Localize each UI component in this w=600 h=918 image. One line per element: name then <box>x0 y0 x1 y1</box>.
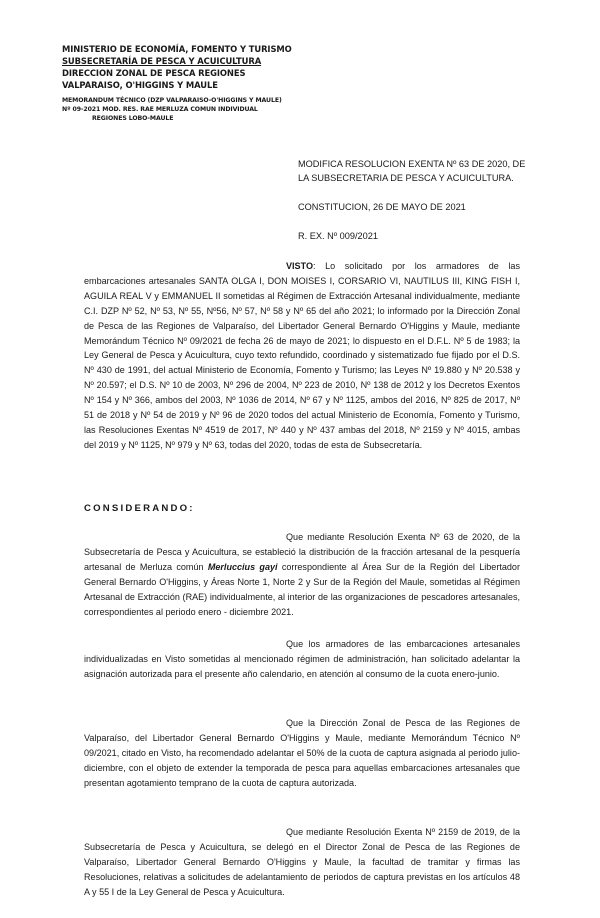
considerando-p4-text: Que mediante Resolución Exenta Nº 2159 de 2019, de la Subsecretaría de Pesca y Acuicultura, se delegó en el Director Zonal de Pesca de las Regiones de Valparaíso, Libertador General Bernardo O'Higgins y Maule, la facultad de tramitar y firmas las Resoluciones, relativas a solicitudes de adelantamiento de periodos de captura previstas en los artículos 48 A y 55 I de la Ley General de Pesca y Acuicultura. <box>84 827 520 897</box>
considerando-paragraph-1 <box>84 530 520 619</box>
reference-line2: LA SUBSECRETARIA DE PESCA Y ACUICULTURA. <box>298 173 514 183</box>
considerando-paragraph-3 <box>84 716 520 791</box>
species-name: Merluccius gayi <box>207 561 278 572</box>
considerando-title: CONSIDERANDO: <box>84 503 195 514</box>
reference-date: CONSTITUCION, 26 DE MAYO DE 2021 <box>298 202 466 212</box>
considerando-paragraph-2 <box>84 637 520 682</box>
header-memo-line2: Nº 09-2021 MOD. RES. RAE MERLUZA COMUN INDIVIDUAL <box>62 106 258 113</box>
visto-text: : Lo solicitado por los armadores de las embarcaciones artesanales SANTA OLGA I, DON MOISES I, CORSARIO VI, NAUTILUS III, KING FISH I, AGUILA REAL V y EMMANUEL II sometidas al Régimen de Extracción Artesanal individualmente, mediante C.I. DZP Nº 52, Nº 53, Nº 55, Nº56, Nº 57, Nº 58 y Nº 65 del año 2021; lo informado por la Dirección Zonal de Pesca de las Regiones de Valparaíso, del Libertador General Bernardo O'Higgins y Maule, mediante Memorándum Técnico Nº 09/2021 de fecha 26 de mayo de 2021; lo dispuesto en el D.F.L. Nº 5 de 1983; la Ley General de Pesca y Acuicultura, cuyo texto refundido, coordinado y sistematizado fue fijado por el D.S. Nº 430 de 1991, del actual Ministerio de Economía, Fomento y Turismo; las Leyes Nº 19.880 y Nº 20.538 y Nº 20.597; el D.S. Nº 10 de 2003, Nº 296 de 2004, Nº 223 de 2010, Nº 138 de 2012 y los Decretos Exentos Nº 154 y Nº 366, ambos del 2003, Nº 1036 de 2014, Nº 67 y Nº 1125, ambos del 2016, Nº 825 de 2017, Nº 51 de 2018 y Nº 54 de 2019 y Nº 96 de 2020 todos del actual Ministerio de Economía, Fomento y Turismo, las Resoluciones Exentas Nº 4519 de 2017, Nº 440 y Nº 437 ambas del 2018, Nº 2159 y Nº 4015, ambas del 2019 y Nº 1125, Nº 979 y Nº 63, todas del 2020, todas de esta de Subsecretaría. <box>84 261 520 450</box>
header-ministry: MINISTERIO DE ECONOMÍA, FOMENTO Y TURISMO <box>62 44 292 54</box>
considerando-p2-text: Que los armadores de las embarcaciones artesanales individualizadas en Visto sometidas al mencionado régimen de administración, han solicitado adelantar la asignación autorizada para el presente año calendario, en atención al consumo de la cuota enero-junio. <box>84 639 520 679</box>
considerando-p1-text-b: correspondiente al Área Sur de la Región del Libertador General Bernardo O'Higgins, y Áreas Norte 1, Norte 2 y Sur de la Región del Maule, sometidas al Régimen Artesanal de Extracción (RAE) individualmente, al interior de las organizaciones de pescadores artesanales, correspondientes al periodo enero - diciembre 2021. <box>84 561 520 617</box>
considerando-paragraph-4 <box>84 825 520 900</box>
visto-label: VISTO <box>286 261 313 271</box>
header-memo-line3: REGIONES LOBO-MAULE <box>92 115 174 122</box>
header-subsecretaria: SUBSECRETARÍA DE PESCA Y ACUICULTURA <box>62 56 262 66</box>
reference-line1: MODIFICA RESOLUCION EXENTA Nº 63 DE 2020, DE <box>298 159 526 169</box>
visto-section <box>84 259 520 453</box>
considerando-p1-text-a: Que mediante Resolución Exenta Nº 63 de 2020, de la Subsecretaría de Pesca y Acuicultura, se estableció la distribución de la fracción artesanal de la pesquería artesanal de Merluza común <box>84 532 520 572</box>
header-direccion: DIRECCION ZONAL DE PESCA REGIONES <box>62 68 246 78</box>
visto-paragraph <box>84 259 520 453</box>
header-regiones: VALPARAISO, O'HIGGINS Y MAULE <box>62 80 218 90</box>
reference-number: R. EX. Nº 009/2021 <box>298 231 378 241</box>
considerando-p3-text: Que la Dirección Zonal de Pesca de las Regiones de Valparaíso, del Libertador General Bernardo O'Higgins y Maule, mediante Memorándum Técnico Nº 09/2021, citado en Visto, ha recomendado adelantar el 50% de la cuota de captura asignada al periodo julio-diciembre, con el objeto de extender la temporada de pesca para aquellas embarcaciones artesanales que presentan agotamiento temprano de la cuota de captura autorizada. <box>84 718 520 788</box>
header-memo-line1: MEMORANDUM TÉCNICO (DZP VALPARAISO-O'HIGGINS Y MAULE) <box>62 97 282 104</box>
